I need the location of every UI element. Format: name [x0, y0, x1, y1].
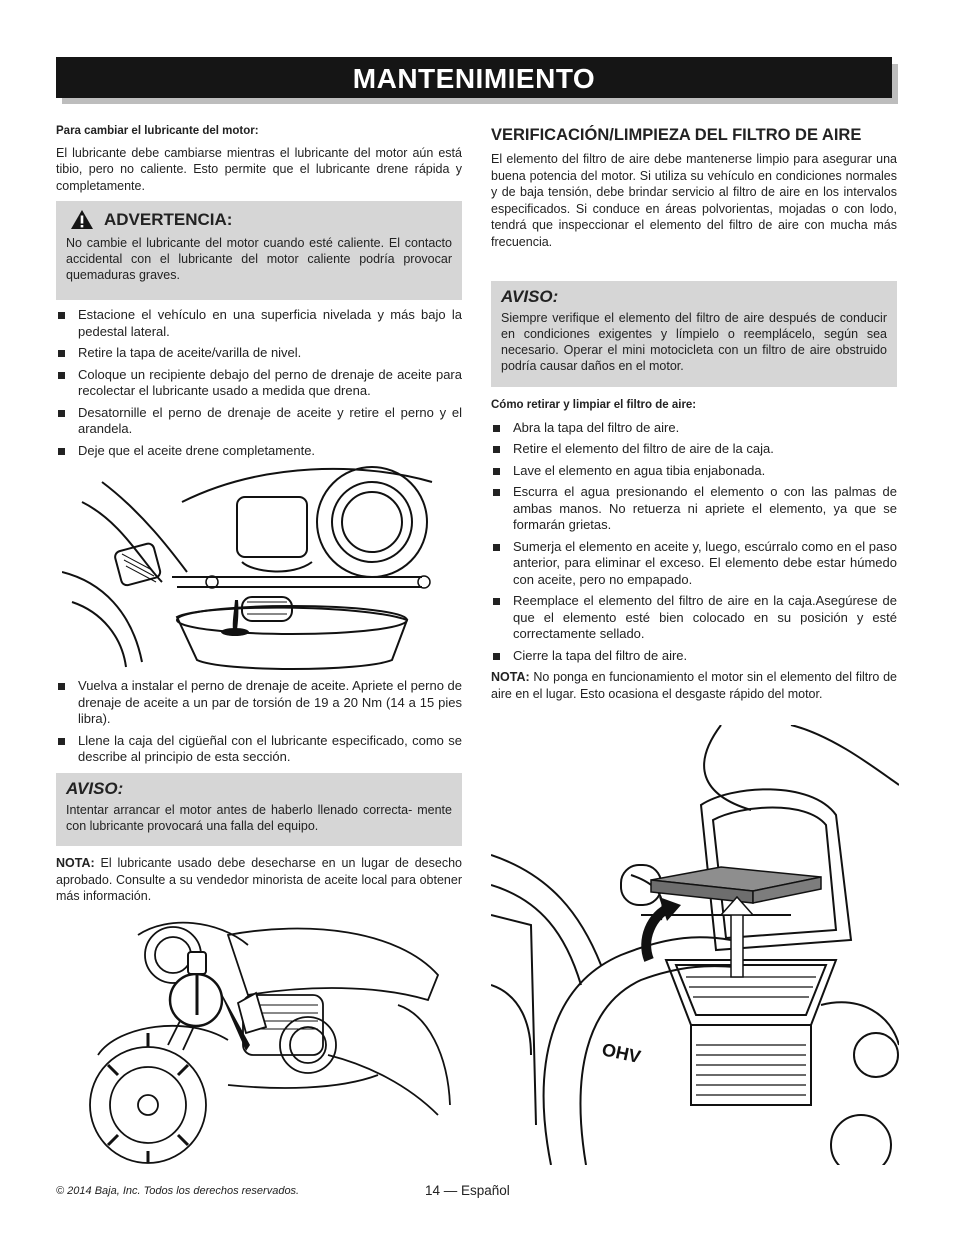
air-filter-intro: El elemento del filtro de aire debe mantenerse limpio para asegurar una buena potencia del motor. Si utiliza su vehículo en condiciones normales y de baja tensión, debe brindar servicio al filtro de aire en los intervalos especificados. Si conduce en áreas polvorientas, mojadas o con lodo, tendrá que inspeccionar el elemento del filtro de aire con mucha más frecuencia.	[491, 152, 897, 249]
bullet-icon	[58, 372, 65, 379]
note-text: No ponga en funcionamiento el motor sin el elemento del filtro de aire en el lugar. Esto ocasiona el desgaste rápido del motor.	[491, 670, 897, 701]
list-item: Vuelva a instalar el perno de drenaje de aceite. Apriete el perno de drenaje de aceite a un par de torsión de 19 a 20 Nm (14 a 15 pies libra).	[56, 678, 462, 728]
warning-triangle-icon	[70, 209, 94, 230]
note-text: El lubricante usado debe desecharse en un lugar de desecho aprobado. Consulte a su vendedor minorista de aceite local para obtener más información.	[56, 856, 462, 903]
page-title: MANTENIMIENTO	[56, 57, 892, 98]
oil-drain-illustration	[62, 462, 434, 672]
air-filter-steps	[491, 397, 897, 702]
bullet-icon	[493, 468, 500, 475]
bullet-icon	[493, 598, 500, 605]
oil-subheading: Para cambiar el lubricante del motor:	[56, 125, 259, 137]
list-item: Deje que el aceite drene completamente.	[56, 443, 462, 460]
note-label: NOTA:	[491, 670, 530, 684]
page-number: 14 — Español	[425, 1183, 510, 1198]
bullet-icon	[58, 312, 65, 319]
air-filter-note	[491, 669, 897, 702]
warning-heading	[66, 209, 452, 230]
oil-change-section	[56, 123, 462, 194]
bullet-icon	[493, 653, 500, 660]
warning-box	[56, 201, 462, 300]
bullet-icon	[493, 489, 500, 496]
notice-title-right: AVISO:	[501, 287, 559, 306]
list-item: Escurra el agua presionando el elemento o con las palmas de ambas manos. No retuerza ni apriete el elemento, ya que se formarán grietas.	[491, 484, 897, 534]
bullet-icon	[58, 738, 65, 745]
oil-disposal-note	[56, 855, 462, 905]
notice-box-left	[56, 773, 462, 846]
notice-text-left: Intentar arrancar el motor antes de haberlo llenado correcta- mente con lubricante provocará una falla del equipo.	[66, 803, 452, 833]
air-filter-section	[491, 125, 897, 250]
list-item: Retire el elemento del filtro de aire de la caja.	[491, 441, 897, 458]
warning-title: ADVERTENCIA:	[104, 209, 233, 229]
list-item: Abra la tapa del filtro de aire.	[491, 420, 897, 437]
notice-box-right	[491, 281, 897, 387]
list-item: Lave el elemento en agua tibia enjabonada.	[491, 463, 897, 480]
oil-intro: El lubricante debe cambiarse mientras el lubricante del motor aún está tibio, pero no caliente. Esto permite que el lubricante drene rápida y completamente.	[56, 145, 462, 193]
air-filter-heading: VERIFICACIÓN/LIMPIEZA DEL FILTRO DE AIRE	[491, 126, 862, 144]
list-item: Reemplace el elemento del filtro de aire en la caja.Asegúrese de que el elemento esté bien colocado en su posición y esté correctamente sellado.	[491, 593, 897, 643]
list-item: Coloque un recipiente debajo del perno de drenaje de aceite para recolectar el lubricante usado a medida que drena.	[56, 367, 462, 400]
bullet-icon	[493, 425, 500, 432]
bullet-icon	[58, 448, 65, 455]
steps-list-1	[56, 307, 462, 464]
notice-text-right: Siempre verifique el elemento del filtro de aire después de conducir en condiciones exigentes y límpielo o reemplácelo, según sea necesario. Operar el mini motocicleta con un filtro de aire obstruido podría causar daños en el motor.	[501, 311, 887, 373]
list-item: Desatornille el perno de drenaje de aceite y retire el perno y el arandela.	[56, 405, 462, 438]
list-item: Llene la caja del cigüeñal con el lubricante especificado, como se describe al principio de esta sección.	[56, 733, 462, 766]
list-item: Estacione el vehículo en una superficia nivelada y más bajo la pedestal lateral.	[56, 307, 462, 340]
bullet-icon	[58, 410, 65, 417]
air-filter-illustration	[491, 725, 899, 1165]
list-item: Cierre la tapa del filtro de aire.	[491, 648, 897, 665]
filter-subheading: Cómo retirar y limpiar el filtro de aire:	[491, 399, 697, 411]
copyright-footer: © 2014 Baja, Inc. Todos los derechos reservados.	[56, 1185, 300, 1197]
steps-list-2	[56, 678, 462, 771]
bullet-icon	[493, 544, 500, 551]
notice-title-left: AVISO:	[66, 779, 124, 798]
list-item: Sumerja el elemento en aceite y, luego, escúrralo como en el paso anterior, para eliminar el exceso. El elemento debe estar húmedo con aceite, pero no empapado.	[491, 539, 897, 589]
list-item: Retire la tapa de aceite/varilla de nivel.	[56, 345, 462, 362]
motorcycle-dipstick-illustration	[78, 915, 456, 1165]
bullet-icon	[493, 446, 500, 453]
note-label: NOTA:	[56, 856, 95, 870]
bullet-icon	[58, 350, 65, 357]
warning-text: No cambie el lubricante del motor cuando esté caliente. El contacto accidental con el lubricante del motor caliente podría provocar quemaduras graves.	[66, 236, 452, 282]
ohv-label: OHV	[600, 1039, 643, 1068]
bullet-icon	[58, 683, 65, 690]
